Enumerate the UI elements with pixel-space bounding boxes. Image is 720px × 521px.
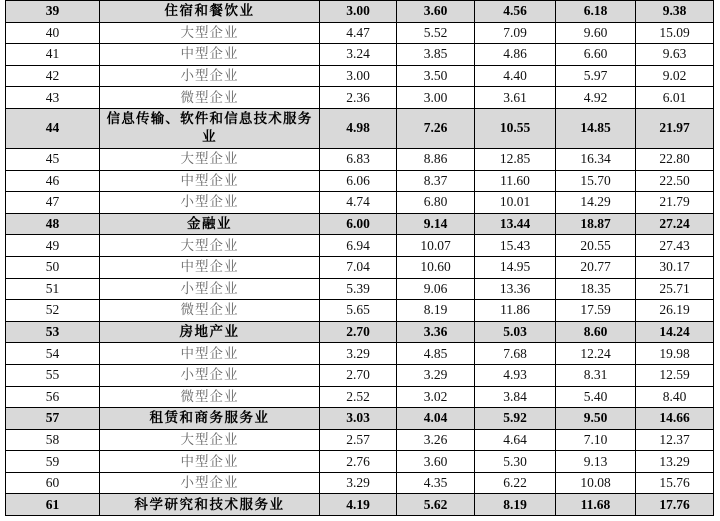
industry-name-cell: 科学研究和技术服务业: [100, 494, 320, 516]
table-row-category: [6, 321, 714, 343]
value-cell: 2.36: [320, 87, 397, 109]
row-number-cell: 60: [6, 472, 100, 494]
value-cell: 4.64: [475, 429, 556, 451]
row-number-cell: 51: [6, 278, 100, 300]
value-cell: 2.70: [320, 321, 397, 343]
value-cell: 9.02: [636, 65, 714, 87]
value-cell: 3.84: [475, 386, 556, 408]
table-row-category: [6, 213, 714, 235]
row-number-cell: 41: [6, 44, 100, 66]
value-cell: 5.40: [556, 386, 636, 408]
row-number-cell: 57: [6, 408, 100, 430]
enterprise-size-cell: 中型企业: [100, 256, 320, 278]
value-cell: 12.24: [556, 343, 636, 365]
enterprise-size-cell: 中型企业: [100, 451, 320, 473]
row-number-cell: 43: [6, 87, 100, 109]
row-number-cell: 53: [6, 321, 100, 343]
value-cell: 14.95: [475, 256, 556, 278]
table-row: [6, 235, 714, 257]
row-number-cell: 47: [6, 192, 100, 214]
table-body: [6, 1, 714, 516]
value-cell: 15.76: [636, 472, 714, 494]
value-cell: 3.50: [397, 65, 475, 87]
row-number-cell: 59: [6, 451, 100, 473]
value-cell: 8.60: [556, 321, 636, 343]
value-cell: 5.65: [320, 300, 397, 322]
value-cell: 13.44: [475, 213, 556, 235]
table-row-category: [6, 408, 714, 430]
value-cell: 17.76: [636, 494, 714, 516]
value-cell: 4.35: [397, 472, 475, 494]
table-row: [6, 148, 714, 170]
enterprise-size-cell: 中型企业: [100, 44, 320, 66]
enterprise-size-cell: 小型企业: [100, 278, 320, 300]
value-cell: 6.80: [397, 192, 475, 214]
value-cell: 3.26: [397, 429, 475, 451]
value-cell: 6.00: [320, 213, 397, 235]
enterprise-size-cell: 微型企业: [100, 87, 320, 109]
industry-name-cell: 房地产业: [100, 321, 320, 343]
value-cell: 17.59: [556, 300, 636, 322]
row-number-cell: 44: [6, 108, 100, 148]
table-row: [6, 170, 714, 192]
value-cell: 8.40: [636, 386, 714, 408]
value-cell: 2.57: [320, 429, 397, 451]
value-cell: 4.98: [320, 108, 397, 148]
value-cell: 20.77: [556, 256, 636, 278]
value-cell: 27.43: [636, 235, 714, 257]
value-cell: 21.79: [636, 192, 714, 214]
value-cell: 4.86: [475, 44, 556, 66]
value-cell: 9.50: [556, 408, 636, 430]
value-cell: 11.86: [475, 300, 556, 322]
value-cell: 5.52: [397, 22, 475, 44]
table-row-category: [6, 1, 714, 23]
row-number-cell: 42: [6, 65, 100, 87]
value-cell: 4.93: [475, 364, 556, 386]
value-cell: 7.68: [475, 343, 556, 365]
value-cell: 9.14: [397, 213, 475, 235]
value-cell: 9.63: [636, 44, 714, 66]
value-cell: 3.00: [320, 65, 397, 87]
value-cell: 6.01: [636, 87, 714, 109]
value-cell: 8.86: [397, 148, 475, 170]
value-cell: 7.09: [475, 22, 556, 44]
row-number-cell: 45: [6, 148, 100, 170]
table-row: [6, 429, 714, 451]
row-number-cell: 52: [6, 300, 100, 322]
value-cell: 16.34: [556, 148, 636, 170]
value-cell: 14.24: [636, 321, 714, 343]
value-cell: 4.19: [320, 494, 397, 516]
enterprise-size-cell: 微型企业: [100, 300, 320, 322]
table-row: [6, 343, 714, 365]
value-cell: 12.59: [636, 364, 714, 386]
value-cell: 14.85: [556, 108, 636, 148]
row-number-cell: 40: [6, 22, 100, 44]
value-cell: 26.19: [636, 300, 714, 322]
row-number-cell: 48: [6, 213, 100, 235]
value-cell: 6.60: [556, 44, 636, 66]
value-cell: 12.37: [636, 429, 714, 451]
value-cell: 25.71: [636, 278, 714, 300]
enterprise-size-cell: 大型企业: [100, 429, 320, 451]
value-cell: 5.92: [475, 408, 556, 430]
value-cell: 19.98: [636, 343, 714, 365]
row-number-cell: 56: [6, 386, 100, 408]
value-cell: 2.70: [320, 364, 397, 386]
value-cell: 6.83: [320, 148, 397, 170]
data-table: [5, 0, 714, 516]
table-row: [6, 192, 714, 214]
value-cell: 3.03: [320, 408, 397, 430]
value-cell: 3.60: [397, 451, 475, 473]
row-number-cell: 46: [6, 170, 100, 192]
value-cell: 9.13: [556, 451, 636, 473]
row-number-cell: 50: [6, 256, 100, 278]
value-cell: 3.29: [397, 364, 475, 386]
value-cell: 10.60: [397, 256, 475, 278]
value-cell: 7.26: [397, 108, 475, 148]
value-cell: 4.47: [320, 22, 397, 44]
table-row-category: [6, 494, 714, 516]
enterprise-size-cell: 大型企业: [100, 235, 320, 257]
row-number-cell: 58: [6, 429, 100, 451]
value-cell: 6.18: [556, 1, 636, 23]
value-cell: 3.24: [320, 44, 397, 66]
value-cell: 3.00: [397, 87, 475, 109]
value-cell: 8.19: [397, 300, 475, 322]
value-cell: 7.04: [320, 256, 397, 278]
value-cell: 3.29: [320, 472, 397, 494]
enterprise-size-cell: 小型企业: [100, 65, 320, 87]
value-cell: 5.30: [475, 451, 556, 473]
table-row: [6, 300, 714, 322]
value-cell: 10.01: [475, 192, 556, 214]
value-cell: 6.94: [320, 235, 397, 257]
value-cell: 13.36: [475, 278, 556, 300]
value-cell: 30.17: [636, 256, 714, 278]
table-row-category: [6, 108, 714, 148]
value-cell: 4.56: [475, 1, 556, 23]
table-row: [6, 22, 714, 44]
value-cell: 2.52: [320, 386, 397, 408]
value-cell: 14.29: [556, 192, 636, 214]
row-number-cell: 49: [6, 235, 100, 257]
value-cell: 4.40: [475, 65, 556, 87]
value-cell: 8.31: [556, 364, 636, 386]
value-cell: 4.85: [397, 343, 475, 365]
value-cell: 11.68: [556, 494, 636, 516]
value-cell: 4.92: [556, 87, 636, 109]
table-row: [6, 65, 714, 87]
table-row: [6, 472, 714, 494]
value-cell: 9.60: [556, 22, 636, 44]
value-cell: 12.85: [475, 148, 556, 170]
value-cell: 13.29: [636, 451, 714, 473]
value-cell: 27.24: [636, 213, 714, 235]
enterprise-size-cell: 小型企业: [100, 364, 320, 386]
row-number-cell: 54: [6, 343, 100, 365]
enterprise-size-cell: 微型企业: [100, 386, 320, 408]
value-cell: 14.66: [636, 408, 714, 430]
enterprise-size-cell: 中型企业: [100, 170, 320, 192]
value-cell: 10.08: [556, 472, 636, 494]
value-cell: 15.43: [475, 235, 556, 257]
table-row: [6, 451, 714, 473]
value-cell: 15.70: [556, 170, 636, 192]
value-cell: 7.10: [556, 429, 636, 451]
value-cell: 5.97: [556, 65, 636, 87]
value-cell: 3.60: [397, 1, 475, 23]
row-number-cell: 39: [6, 1, 100, 23]
value-cell: 8.37: [397, 170, 475, 192]
value-cell: 3.61: [475, 87, 556, 109]
value-cell: 4.04: [397, 408, 475, 430]
value-cell: 3.29: [320, 343, 397, 365]
value-cell: 22.50: [636, 170, 714, 192]
table-row: [6, 386, 714, 408]
row-number-cell: 55: [6, 364, 100, 386]
value-cell: 5.62: [397, 494, 475, 516]
enterprise-size-cell: 小型企业: [100, 472, 320, 494]
industry-name-cell: 金融业: [100, 213, 320, 235]
value-cell: 18.87: [556, 213, 636, 235]
value-cell: 15.09: [636, 22, 714, 44]
industry-name-cell: 信息传输、软件和信息技术服务业: [100, 108, 320, 148]
table-row: [6, 256, 714, 278]
table-row: [6, 44, 714, 66]
value-cell: 3.02: [397, 386, 475, 408]
value-cell: 21.97: [636, 108, 714, 148]
value-cell: 18.35: [556, 278, 636, 300]
enterprise-size-cell: 小型企业: [100, 192, 320, 214]
value-cell: 2.76: [320, 451, 397, 473]
table-row: [6, 364, 714, 386]
value-cell: 10.07: [397, 235, 475, 257]
table-row: [6, 278, 714, 300]
value-cell: 6.22: [475, 472, 556, 494]
value-cell: 3.36: [397, 321, 475, 343]
value-cell: 8.19: [475, 494, 556, 516]
industry-name-cell: 住宿和餐饮业: [100, 1, 320, 23]
value-cell: 4.74: [320, 192, 397, 214]
value-cell: 20.55: [556, 235, 636, 257]
industry-name-cell: 租赁和商务服务业: [100, 408, 320, 430]
enterprise-size-cell: 大型企业: [100, 148, 320, 170]
value-cell: 3.85: [397, 44, 475, 66]
value-cell: 5.39: [320, 278, 397, 300]
value-cell: 11.60: [475, 170, 556, 192]
value-cell: 9.06: [397, 278, 475, 300]
value-cell: 3.00: [320, 1, 397, 23]
table-row: [6, 87, 714, 109]
enterprise-size-cell: 中型企业: [100, 343, 320, 365]
value-cell: 22.80: [636, 148, 714, 170]
value-cell: 6.06: [320, 170, 397, 192]
value-cell: 9.38: [636, 1, 714, 23]
enterprise-size-cell: 大型企业: [100, 22, 320, 44]
value-cell: 5.03: [475, 321, 556, 343]
row-number-cell: 61: [6, 494, 100, 516]
value-cell: 10.55: [475, 108, 556, 148]
